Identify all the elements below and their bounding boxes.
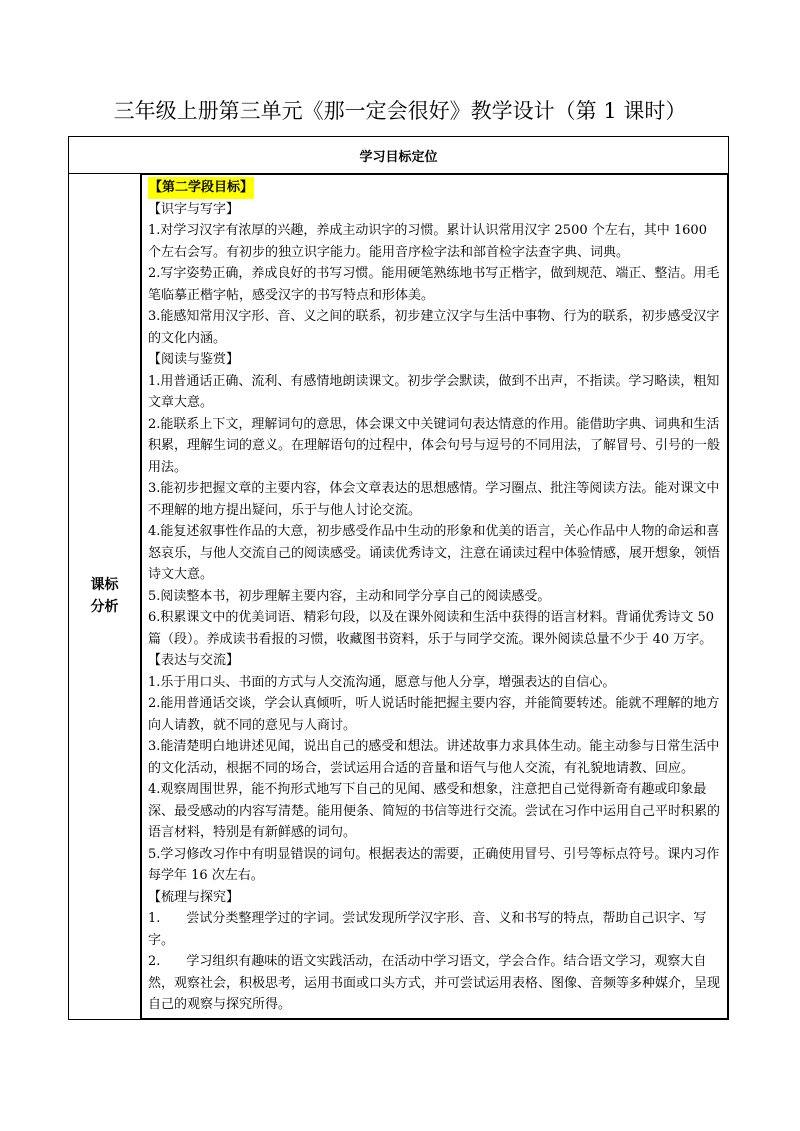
- list-item: 1.乐于用口头、书面的方式与人交流沟通，愿意与他人分享，增强表达的自信心。: [148, 674, 616, 690]
- goal-title-line: [148, 177, 721, 199]
- inner-frame: [141, 174, 728, 1019]
- curriculum-content-cell: [141, 174, 729, 1020]
- goal-title: 【第二学段目标】: [148, 177, 254, 199]
- lesson-plan-table: [68, 136, 729, 1020]
- table-header: 学习目标定位: [69, 137, 729, 174]
- list-item: 2.写字姿势正确，养成良好的书写习惯。能用硬笔熟练地书写正楷字，做到规范、端正、整洁。用毛笔临摹正楷字帖，感受汉字的书写特点和形体美。: [148, 266, 720, 303]
- list-item: 2. 学习组织有趣味的语文实践活动，在活动中学习语文，学会合作。结合语文学习，观察大自然，观察社会，积极思考，运用书面或口头方式，并可尝试运用表格、图像、音频等多种媒介，呈现自己的观察与探究所得。: [148, 954, 721, 1012]
- page-title: 三年级上册第三单元《那一定会很好》教学设计（第 1 课时）: [113, 99, 687, 123]
- curriculum-row: [69, 174, 729, 1020]
- list-item: 2.能用普通话交谈，学会认真倾听，听人说话时能把握主要内容，并能简要转述。能就不理解的地方向人请教，就不同的意见与人商讨。: [148, 696, 720, 733]
- list-item: 4.能复述叙事性作品的大意，初步感受作品中生动的形象和优美的语言，关心作品中人物的命运和喜怒哀乐，与他人交流自己的阅读感受。诵读优秀诗文，注意在诵读过程中体验情感，展开想象，领悟诗文大意。: [148, 524, 721, 582]
- section-heading: 【表达与交流】: [148, 653, 240, 668]
- list-item: 1. 尝试分类整理学过的字词。尝试发现所学汉字形、音、义和书写的特点，帮助自己识字、写字。: [148, 911, 707, 948]
- list-item: 3.能初步把握文章的主要内容，体会文章表达的思想感情。学习圈点、批注等阅读方法。能对课文中不理解的地方提出疑问，乐于与他人讨论交流。: [148, 481, 720, 518]
- section-heading: 【梳理与探究】: [148, 889, 240, 905]
- section-heading: 【识字与写字】: [148, 201, 240, 217]
- section-heading: 【阅读与鉴赏】: [148, 352, 240, 367]
- table-header-row: [69, 137, 729, 174]
- curriculum-content: [142, 175, 727, 1018]
- list-item: 3.能清楚明白地讲述见闻，说出自己的感受和想法。讲述故事力求具体生动。能主动参与日常生活中的文化活动，根据不同的场合，尝试运用合适的音量和语气与他人交流，有礼貌地请教、回应。: [148, 739, 720, 776]
- list-item: 1.对学习汉字有浓厚的兴趣，养成主动识字的习惯。累计认识常用汉字 2500 个左右，其中 1600 个左右会写。有初步的独立识字能力。能用音序检字法和部首检字法查字典、词典。: [148, 223, 707, 260]
- row-label-line: 分析: [90, 599, 119, 616]
- list-item: 5.阅读整本书，初步理解主要内容，主动和同学分享自己的阅读感受。: [148, 588, 551, 604]
- list-item: 5.学习修改习作中有明显错误的词句。根据表达的需要，正确使用冒号、引号等标点符号。课内习作每学年 16 次左右。: [148, 846, 720, 883]
- row-label: [69, 174, 141, 1020]
- row-label-line: 课标: [90, 577, 119, 594]
- list-item: 3.能感知常用汉字形、音、义之间的联系，初步建立汉字与生活中事物、行为的联系，初步感受汉字的文化内涵。: [148, 309, 720, 346]
- list-item: 6.积累课文中的优美词语、精彩句段，以及在课外阅读和生活中获得的语言材料。背诵优秀诗文 50 篇（段）。养成读书看报的习惯，收藏图书资料，乐于与同学交流。课外阅读总量不少于 40 万字。: [148, 610, 715, 647]
- list-item: 1.用普通话正确、流利、有感情地朗读课文。初步学会默读，做到不出声，不指读。学习略读，粗知文章大意。: [148, 373, 720, 410]
- list-item: 2.能联系上下文，理解词句的意思，体会课文中关键词句表达情意的作用。能借助字典、词典和生活积累，理解生词的意义。在理解语句的过程中，体会句号与逗号的不同用法，了解冒号、引号的一般用法。: [148, 416, 721, 475]
- list-item: 4.观察周围世界，能不拘形式地写下自己的见闻、感受和想象，注意把自己觉得新奇有趣或印象最深、最受感动的内容写清楚。能用便条、简短的书信等进行交流。尝试在习作中运用自己平时积累的语言材料，特别是有新鲜感的词句。: [148, 782, 721, 840]
